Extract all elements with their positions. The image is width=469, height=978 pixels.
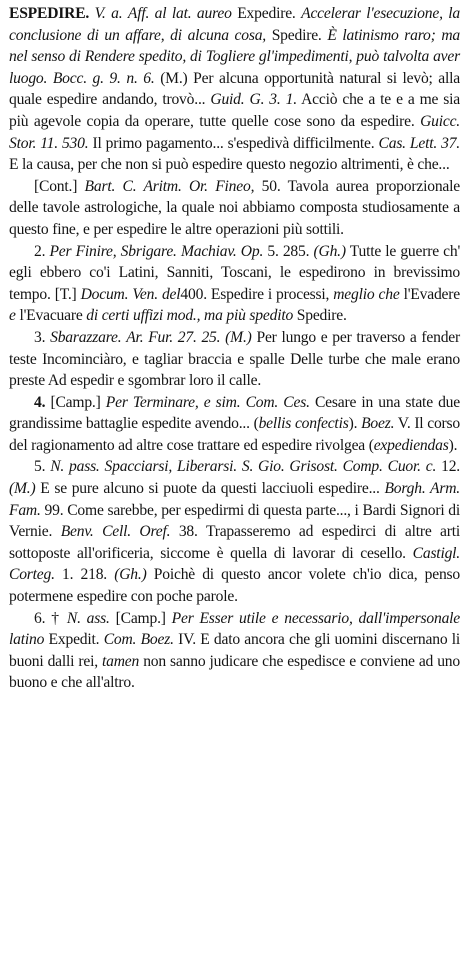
example-text: Il corso del ragionamento ad altre cose trattare ed espedire rivolgea ( — [9, 415, 460, 454]
note-text: di certi uffizi mod., ma più spedito — [86, 307, 294, 325]
entry-cont-paragraph — [9, 176, 460, 241]
citation-tag: (M.) — [160, 69, 188, 87]
entry-sense-1 — [9, 3, 460, 176]
citation: Boez. — [361, 415, 395, 433]
example-text: Come sarebbe, per espedirmi di questa parte..., i Bardi Signori di Vernie. — [9, 501, 460, 541]
definition: Per Finire, Sbrigare. — [49, 242, 177, 260]
citation: Castigl. Corteg. — [9, 544, 460, 584]
example-text: Cesare in una state due grandissime battaglie espedite avendo... ( — [9, 393, 460, 433]
definition: Accelerar l'esecuzione, la conclusione di un affare, di alcuna cosa, — [9, 5, 461, 44]
citation: Bart. C. Aritm. Or. Fineo, — [84, 177, 255, 195]
example-text: Il primo pagamento... s'espedivà difficilmente. — [92, 134, 375, 152]
usage-note: È latinismo raro; ma nel senso di Rendere spedito, di Togliere gl'impedimenti, può talvolta aver luogo. — [9, 26, 461, 87]
citation-number: IV. — [178, 631, 196, 649]
citation: Cas. Lett. 37. — [378, 134, 460, 152]
latin-gloss: expediendas — [373, 436, 449, 454]
latin-word: tamen — [102, 652, 140, 670]
definition-word: Expedit. — [48, 631, 100, 649]
example-text: Tutte le guerre ch' egli ebbero co'i Latini, Sanniti, Toscani, le espedirono in brevissimo tempo. — [9, 242, 461, 303]
definition: Sbarazzare. — [50, 328, 122, 346]
example-text: Trapasseremo ad espedirci di altre arti sottoposte all'orificeria, siccome è quella di lavorar di cesello. — [9, 523, 461, 562]
entry-sense-2 — [9, 241, 460, 327]
definition: Per Terminare, e sim. — [105, 393, 241, 411]
citation: Benv. Cell. Oref. — [60, 523, 171, 541]
example-text: E dato ancora che gli uomini discernano li buoni dalli rei, — [9, 631, 461, 670]
citation-number: V. — [397, 415, 411, 433]
sense-number: 6. † — [34, 609, 61, 627]
citation: Bocc. g. 9. n. 6. — [52, 69, 155, 87]
citation: S. Gio. Grisost. Comp. Cuor. c. — [241, 458, 437, 476]
definition: N. ass. — [66, 609, 110, 627]
example-text: E se pure alcuno si puote da questi lacciuoli espedire... — [40, 480, 380, 498]
example-text: Per lungo e per traverso a fender teste Incominciàro, e tagliar braccia e spalle Delle turbe che male erano preste Ad espedir e sgombrar loro il calle. — [9, 328, 460, 390]
citation: Ar. Fur. 27. 25. — [126, 328, 221, 346]
example-text: non sanno judicare che espedisce e conviene ad uno buono e che all'altro. — [9, 652, 461, 692]
sense-number: 3. — [34, 328, 46, 346]
cont-tag: [Cont.] — [34, 177, 78, 195]
citation-number: 38. — [178, 523, 198, 541]
example-text: ). — [348, 415, 358, 433]
citation-number: 5. 285. — [267, 242, 310, 260]
camp-tag: [Camp.] — [115, 609, 166, 627]
example-text: E la causa, per che non si può espedire questo negozio altrimenti, è che... — [9, 156, 450, 174]
definition: N. pass. Spacciarsi, Liberarsi. — [50, 458, 237, 476]
note-text: e — [9, 307, 16, 325]
citation: Borgh. Arm. Fam. — [9, 480, 460, 519]
citation: Guid. G. 3. 1. — [210, 91, 297, 109]
example-text: Tavola aurea proporzionale delle tavole astrologiche, la quale noi abbiamo composta studiosamente a questo fine, e per espedire le altre operazioni più sottili. — [9, 177, 460, 238]
citation-number: 50. — [261, 177, 281, 195]
entry-sense-6 — [9, 608, 460, 694]
example-text: ). — [448, 436, 458, 454]
example-text: Spedire. — [296, 307, 347, 325]
citation: Guicc. Stor. 11. 530. — [9, 112, 460, 152]
headword: ESPEDIRE. — [9, 5, 90, 22]
example-text: l'Evadere — [403, 285, 460, 303]
citation-number: 400. — [180, 285, 207, 303]
grammar-tag: V. a. — [94, 5, 123, 22]
citation-number: 99. — [44, 501, 64, 519]
etymology: Aff. al lat. aureo — [127, 5, 232, 22]
example-text: Poichè di questo ancor volete ch'io dica, penso potermene espedire con poche parole. — [9, 566, 461, 606]
entry-sense-5 — [9, 456, 460, 607]
citation: Machiav. Op. — [180, 242, 264, 260]
t-tag: [T.] — [54, 285, 77, 303]
sense-number: 5. — [34, 458, 46, 476]
latin-gloss: bellis confectis — [258, 415, 349, 433]
camp-tag: [Camp.] — [50, 393, 101, 411]
definition-word: Spedire. — [271, 26, 322, 44]
example-text: l'Evacuare — [19, 307, 83, 325]
citation-tag: (M.) — [225, 328, 252, 346]
entry-sense-3 — [9, 327, 460, 392]
citation: Com. Boez. — [103, 631, 174, 649]
citation-tag: (M.) — [9, 480, 36, 498]
sense-number: 2. — [34, 242, 46, 260]
citation-number: 12. — [441, 458, 460, 476]
definition: Per Esser utile e necessario, dall'impersonale latino — [9, 609, 461, 649]
entry-sense-4 — [9, 392, 460, 457]
example-text: Per alcuna opportunità natural si levò; alla quale espedire andando, trovò... — [9, 69, 461, 109]
example-text: Espedire i processi, — [210, 285, 330, 303]
example-text: Acciò che a te e a me sia più agevole copia da operare, tutte quelle cose sono da espedire. — [9, 91, 460, 130]
note-text: meglio che — [333, 285, 400, 303]
etymology-word: Expedire. — [237, 5, 296, 22]
sense-number: 4. — [34, 393, 46, 411]
citation: Docum. Ven. del — [80, 285, 181, 303]
citation: Com. Ces. — [245, 393, 310, 411]
citation-number: 1. 218. — [62, 566, 108, 584]
citation-tag: (Gh.) — [313, 242, 346, 260]
citation-tag: (Gh.) — [114, 566, 147, 584]
